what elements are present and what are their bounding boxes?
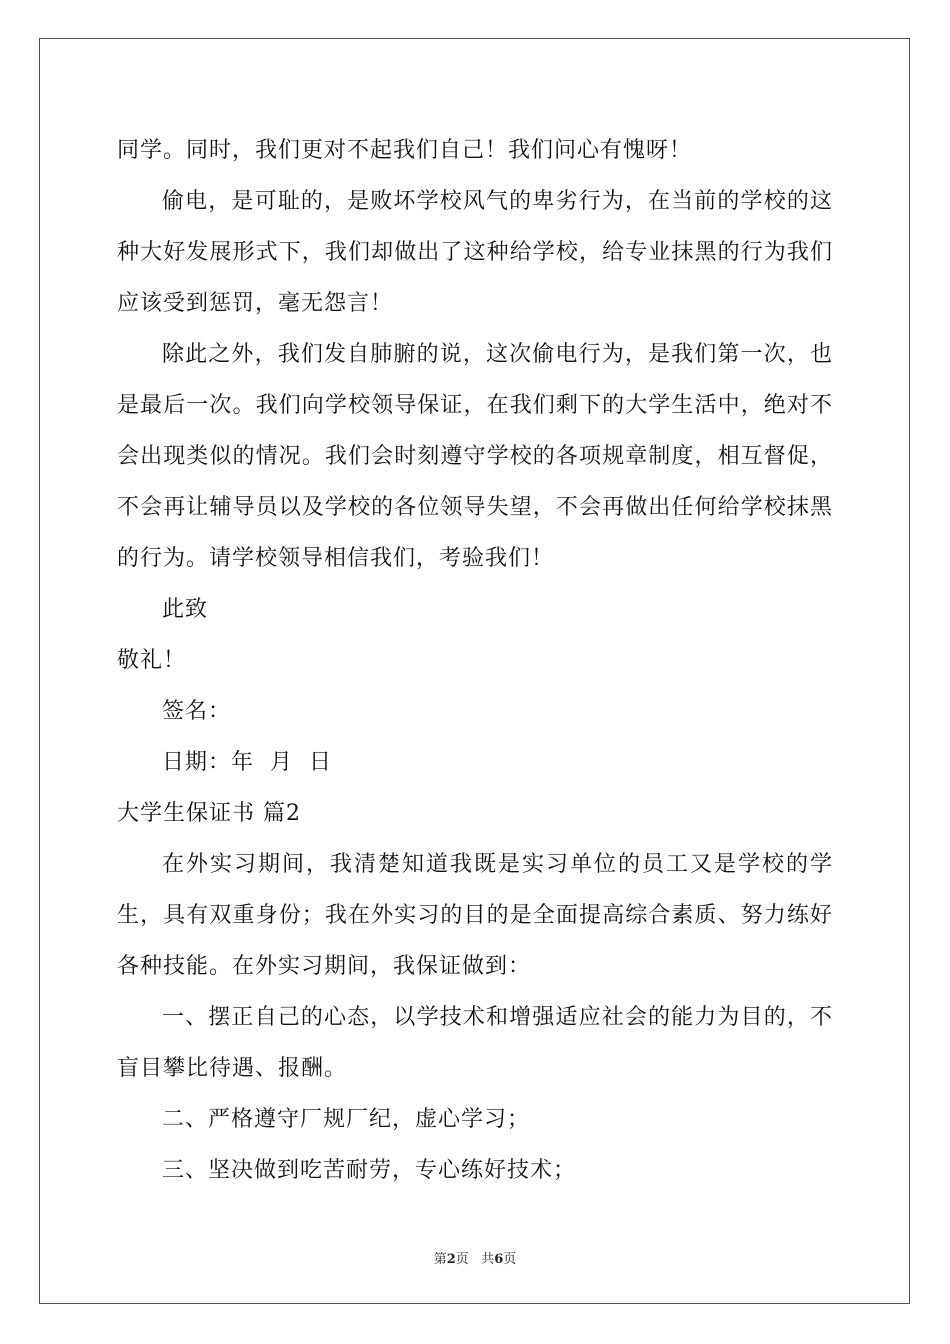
total-suffix: 页 — [503, 1252, 517, 1267]
page-suffix: 页 — [455, 1252, 469, 1267]
signature-line: 签名： — [162, 699, 232, 724]
paragraph: 二、严格遵守厂规厂纪，虚心学习； — [162, 1107, 531, 1132]
paragraph: 偷电，是可耻的，是败坏学校风气的卑劣行为，在当前的学校的这种大好发展形式下，我们却做出了这种给学校，给专业抹黑的行为我们应该受到惩罚，毫无怨言！ — [117, 189, 833, 316]
paragraph: 在外实习期间，我清楚知道我既是实习单位的员工又是学校的学生，具有双重身份；我在外实习的目的是全面提高综合素质、努力练好各种技能。在外实习期间，我保证做到： — [117, 852, 833, 979]
date-line: 日期：年 月 日 — [162, 750, 332, 775]
page-prefix: 第 — [433, 1252, 447, 1267]
paragraph: 同学。同时，我们更对不起我们自己！我们问心有愧呀！ — [117, 138, 693, 163]
closing-salutation: 此致 — [162, 597, 209, 622]
closing-regards: 敬礼！ — [117, 648, 187, 673]
page-footer — [0, 1248, 950, 1267]
paragraph: 除此之外，我们发自肺腑的说，这次偷电行为，是我们第一次，也是最后一次。我们向学校领导保证，在我们剩下的大学生活中，绝对不会出现类似的情况。我们会时刻遵守学校的各项规章制度，相互督促，不会再让辅导员以及学校的各位领导失望，不会再做出任何给学校抹黑的行为。请学校领导相信我们，考验我们！ — [117, 342, 833, 571]
paragraph: 一、摆正自己的心态，以学技术和增强适应社会的能力为目的，不盲目攀比待遇、报酬。 — [117, 1005, 833, 1081]
section-heading: 大学生保证书 篇2 — [117, 801, 301, 826]
total-pages: 6 — [494, 1252, 504, 1267]
document-body — [117, 125, 833, 1196]
paragraph: 三、坚决做到吃苦耐劳，专心练好技术； — [162, 1158, 577, 1183]
total-prefix: 共 — [481, 1252, 495, 1267]
page-number: 2 — [446, 1252, 456, 1267]
